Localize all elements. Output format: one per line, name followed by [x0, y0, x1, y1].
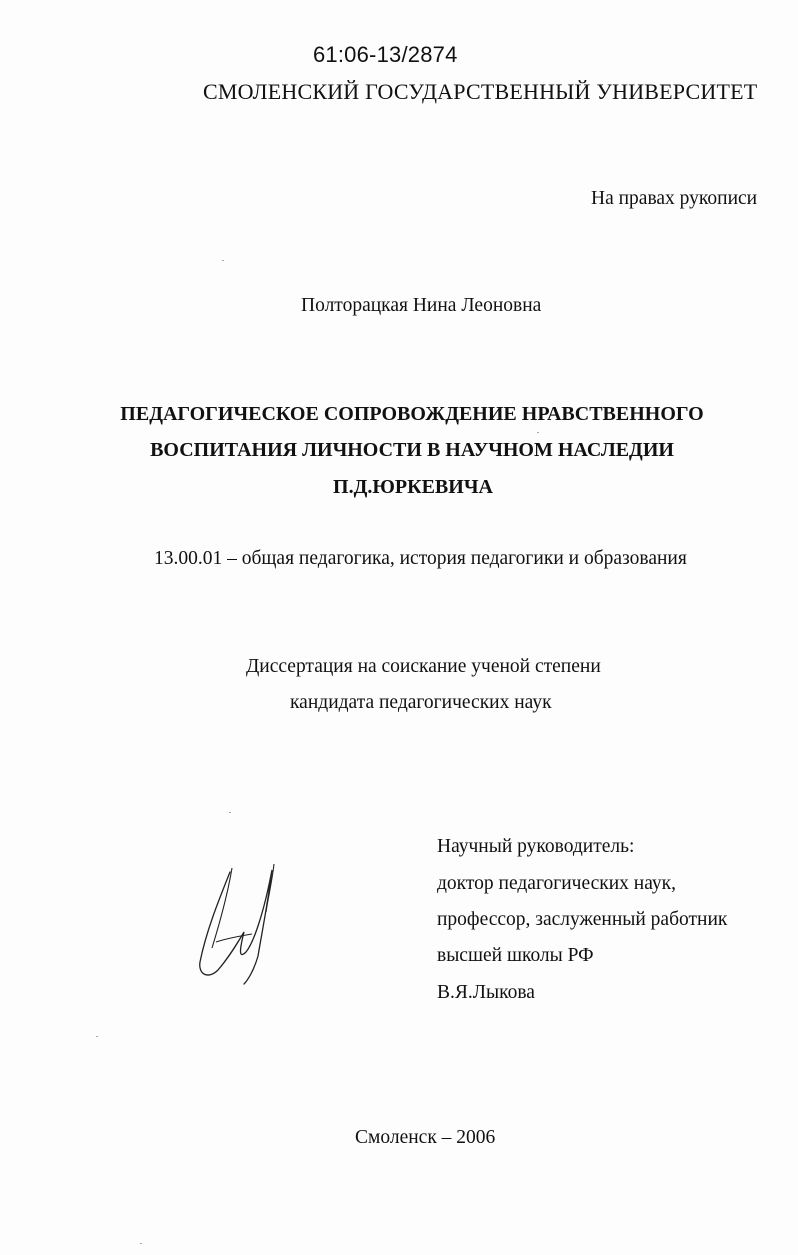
title-line-1: ПЕДАГОГИЧЕСКОЕ СОПРОВОЖДЕНИЕ НРАВСТВЕННОГО [120, 403, 704, 425]
supervisor-title-cont: высшей школы РФ [437, 945, 594, 966]
scan-speck [229, 812, 231, 813]
title-line-2: ВОСПИТАНИЯ ЛИЧНОСТИ В НАУЧНОМ НАСЛЕДИИ [150, 439, 674, 461]
supervisor-heading: Научный руководитель: [437, 836, 635, 857]
city-and-year: Смоленск – 2006 [355, 1127, 496, 1148]
specialty-code: 13.00.01 – общая педагогика, история педагогики и образования [154, 548, 687, 569]
scan-speck [222, 260, 224, 261]
handwritten-signature-icon [188, 852, 288, 987]
dissertation-line-2: кандидата педагогических наук [290, 692, 552, 713]
supervisor-title: профессор, заслуженный работник [437, 909, 728, 930]
archive-code: 61:06-13/2874 [313, 42, 458, 67]
scan-speck [537, 432, 539, 433]
university-name: СМОЛЕНСКИЙ ГОСУДАРСТВЕННЫЙ УНИВЕРСИТЕТ [203, 79, 758, 104]
scan-speck [96, 1036, 98, 1037]
supervisor-degree: доктор педагогических наук, [437, 873, 676, 894]
title-line-3: П.Д.ЮРКЕВИЧА [333, 476, 493, 498]
supervisor-name: В.Я.Лыкова [437, 982, 535, 1003]
author-name: Полторацкая Нина Леоновна [301, 295, 542, 316]
manuscript-rights-note: На правах рукописи [591, 188, 758, 209]
dissertation-line-1: Диссертация на соискание ученой степени [246, 656, 601, 677]
scan-speck [140, 1243, 142, 1244]
